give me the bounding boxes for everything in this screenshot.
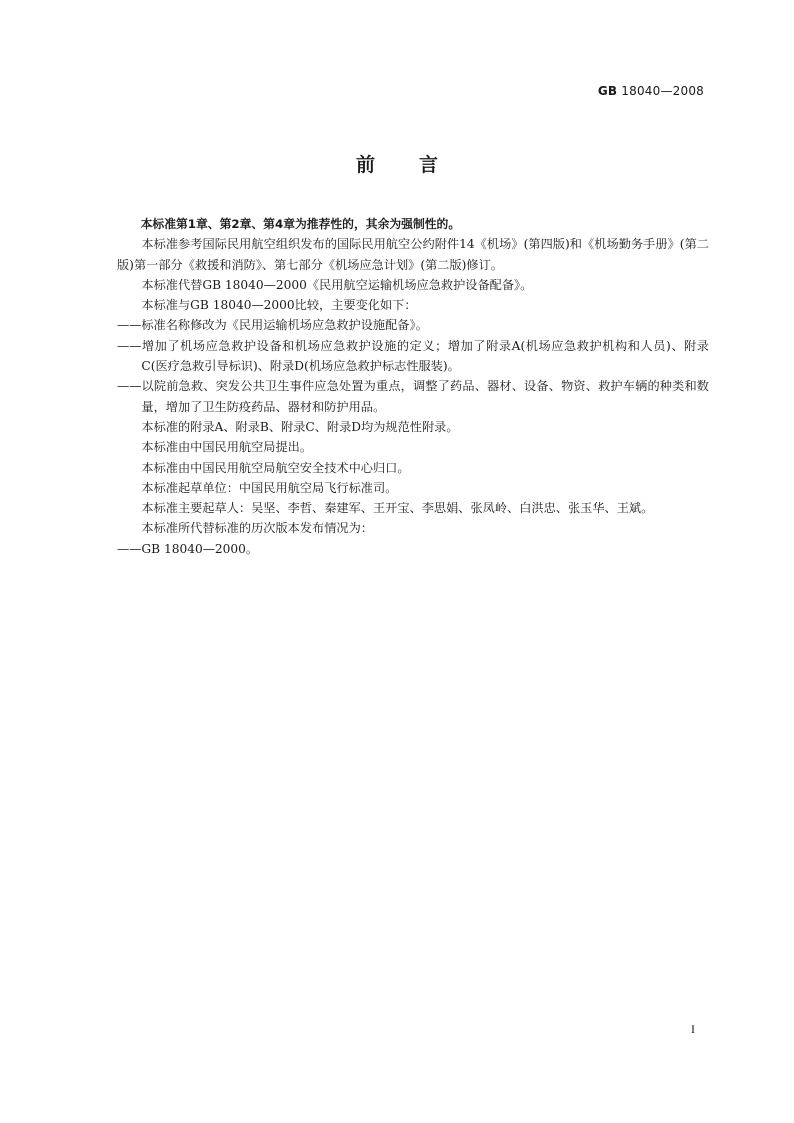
paragraph-drafting-unit: 本标准起草单位：中国民用航空局飞行标准司。 (141, 480, 398, 495)
paragraph-references: 本标准参考国际民用航空组织发布的国际民用航空公约附件14《机场》(第四版)和《机场勤务手册》(第二版)第一部分《救援和消防》、第七部分《机场应急计划》(第二版)修订。 (117, 237, 709, 272)
foreword-body (117, 214, 709, 559)
standard-number (598, 84, 704, 98)
paragraph-centralized-by: 本标准由中国民用航空局航空安全技术中心归口。 (141, 460, 410, 475)
change-item-3: ——以院前急救、突发公共卫生事件应急处置为重点，调整了药品、器材、设备、物资、救护车辆的种类和数量，增加了卫生防疫药品、器材和防护用品。 (117, 379, 709, 414)
history-item-1: ——GB 18040—2000。 (117, 541, 259, 556)
paragraph-drafters: 本标准主要起草人：吴坚、李哲、秦建军、王开宝、李思娟、张凤岭、白洪忠、张玉华、王斌。 (141, 501, 654, 516)
paragraph-proposed-by: 本标准由中国民用航空局提出。 (141, 440, 313, 455)
paragraph-changes-intro: 本标准与GB 18040—2000比较，主要变化如下： (141, 298, 417, 313)
page-number: I (691, 1022, 695, 1036)
paragraph-replaces: 本标准代替GB 18040—2000《民用航空运输机场应急救护设备配备》。 (141, 277, 533, 292)
paragraph-history-intro: 本标准所代替标准的历次版本发布情况为： (141, 521, 373, 536)
change-item-2: ——增加了机场应急救护设备和机场应急救护设施的定义；增加了附录A(机场应急救护机构和人员)、附录C(医疗急救引导标识)、附录D(机场应急救护标志性服装)。 (117, 338, 709, 374)
standard-code: 18040—2008 (621, 84, 704, 98)
standard-prefix: GB (597, 84, 618, 98)
change-item-1: ——标准名称修改为《民用运输机场应急救护设施配备》。 (117, 318, 428, 333)
paragraph-normative-note: 本标准第1章、第2章、第4章为推荐性的，其余为强制性的。 (140, 217, 461, 231)
page-title: 前言 (355, 154, 482, 176)
paragraph-annexes: 本标准的附录A、附录B、附录C、附录D均为规范性附录。 (141, 419, 459, 434)
